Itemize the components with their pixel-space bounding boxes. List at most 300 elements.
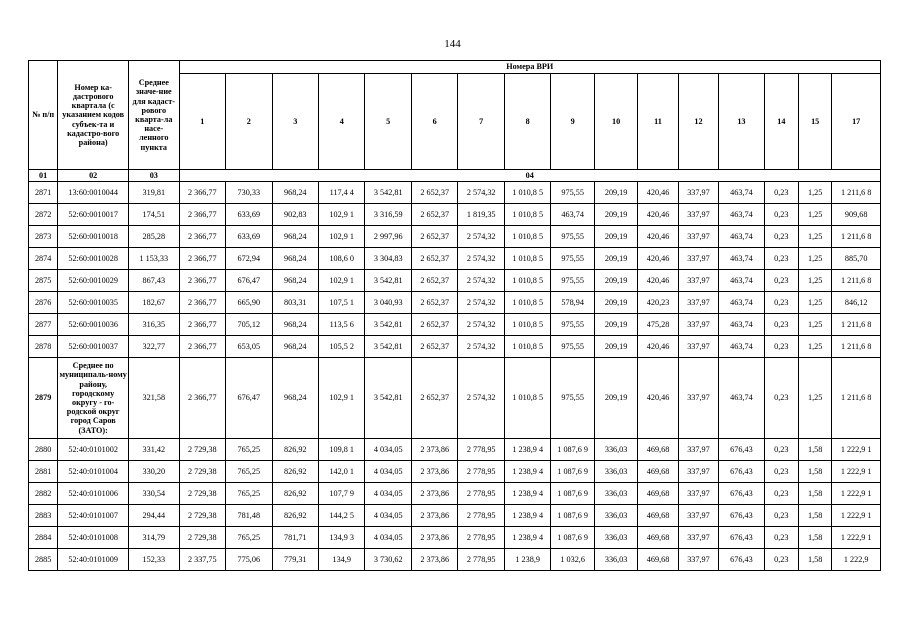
cell-vri-3: 781,71 xyxy=(272,527,318,549)
cell-vri-13: 676,43 xyxy=(719,483,764,505)
cell-vri-6: 2 652,37 xyxy=(411,358,457,439)
cell-vri-6: 2 373,86 xyxy=(411,505,457,527)
cell-vri-15: 1,25 xyxy=(799,358,832,439)
cell-vri-8: 1 238,9 4 xyxy=(504,483,550,505)
cell-vri-1: 2 337,75 xyxy=(179,549,225,571)
cell-vri-13: 463,74 xyxy=(719,182,764,204)
cell-vri-8: 1 010,8 5 xyxy=(504,248,550,270)
cell-vri-11: 469,68 xyxy=(638,483,678,505)
cell-vri-9: 1 087,6 9 xyxy=(551,505,594,527)
cell-vri-1: 2 729,38 xyxy=(179,505,225,527)
cell-row-number: 2881 xyxy=(29,461,58,483)
cell-quarter-number: 52:60:0010036 xyxy=(58,314,129,336)
cell-vri-11: 469,68 xyxy=(638,461,678,483)
table-row xyxy=(29,182,881,204)
cell-vri-7: 2 778,95 xyxy=(458,549,504,571)
cell-vri-5: 3 542,81 xyxy=(365,182,411,204)
cell-vri-4: 113,5 6 xyxy=(319,314,365,336)
cell-vri-9: 975,55 xyxy=(551,248,594,270)
cell-vri-14: 0,23 xyxy=(764,314,798,336)
cell-vri-2: 633,69 xyxy=(226,226,272,248)
cell-vri-9: 1 032,6 xyxy=(551,549,594,571)
cell-vri-15: 1,25 xyxy=(799,270,832,292)
cell-vri-17: 1 222,9 1 xyxy=(832,483,881,505)
cell-vri-3: 826,92 xyxy=(272,439,318,461)
cell-vri-4: 107,5 1 xyxy=(319,292,365,314)
cell-average-value: 331,42 xyxy=(129,439,180,461)
cell-vri-4: 134,9 xyxy=(319,549,365,571)
cell-vri-11: 469,68 xyxy=(638,549,678,571)
cell-vri-2: 705,12 xyxy=(226,314,272,336)
cell-vri-11: 420,46 xyxy=(638,336,678,358)
cell-vri-7: 2 574,32 xyxy=(458,270,504,292)
cell-vri-9: 1 087,6 9 xyxy=(551,461,594,483)
cell-vri-3: 968,24 xyxy=(272,358,318,439)
cell-row-number: 2882 xyxy=(29,483,58,505)
cell-vri-4: 142,0 1 xyxy=(319,461,365,483)
cell-vri-2: 672,94 xyxy=(226,248,272,270)
table-row xyxy=(29,336,881,358)
cell-vri-8: 1 010,8 5 xyxy=(504,226,550,248)
cell-vri-4: 102,9 1 xyxy=(319,358,365,439)
cell-vri-3: 826,92 xyxy=(272,505,318,527)
cell-vri-17: 1 222,9 1 xyxy=(832,505,881,527)
cell-vri-2: 775,06 xyxy=(226,549,272,571)
cell-vri-7: 2 778,95 xyxy=(458,461,504,483)
cell-vri-7: 2 574,32 xyxy=(458,358,504,439)
cell-vri-10: 336,03 xyxy=(594,527,637,549)
cell-vri-12: 337,97 xyxy=(678,483,718,505)
cell-vri-7: 2 574,32 xyxy=(458,292,504,314)
cell-vri-15: 1,58 xyxy=(799,483,832,505)
cell-vri-12: 337,97 xyxy=(678,461,718,483)
cell-vri-7: 2 574,32 xyxy=(458,182,504,204)
cell-vri-11: 469,68 xyxy=(638,439,678,461)
cell-vri-14: 0,23 xyxy=(764,336,798,358)
cell-vri-9: 975,55 xyxy=(551,336,594,358)
cell-vri-8: 1 238,9 4 xyxy=(504,505,550,527)
cell-average-value: 867,43 xyxy=(129,270,180,292)
header-vri-12: 12 xyxy=(678,74,718,170)
table-row xyxy=(29,527,881,549)
cell-vri-6: 2 652,37 xyxy=(411,292,457,314)
cell-vri-10: 336,03 xyxy=(594,549,637,571)
cell-row-number: 2877 xyxy=(29,314,58,336)
cell-vri-17: 1 222,9 xyxy=(832,549,881,571)
cell-vri-12: 337,97 xyxy=(678,549,718,571)
cell-quarter-number: 52:60:0010028 xyxy=(58,248,129,270)
cell-vri-3: 968,24 xyxy=(272,270,318,292)
cell-vri-10: 209,19 xyxy=(594,358,637,439)
code-01: 01 xyxy=(29,170,58,182)
cell-row-number: 2876 xyxy=(29,292,58,314)
cell-quarter-number: 52:60:0010035 xyxy=(58,292,129,314)
cell-vri-5: 4 034,05 xyxy=(365,461,411,483)
cell-vri-2: 781,48 xyxy=(226,505,272,527)
cell-vri-7: 2 778,95 xyxy=(458,483,504,505)
cadastral-value-table xyxy=(28,60,881,571)
header-vri-7: 7 xyxy=(458,74,504,170)
cell-vri-6: 2 373,86 xyxy=(411,549,457,571)
cell-vri-15: 1,25 xyxy=(799,204,832,226)
cell-vri-5: 2 997,96 xyxy=(365,226,411,248)
cell-vri-1: 2 366,77 xyxy=(179,204,225,226)
cell-vri-15: 1,25 xyxy=(799,182,832,204)
header-row-number: № п/п xyxy=(29,61,58,170)
cell-vri-4: 102,9 1 xyxy=(319,270,365,292)
cell-vri-11: 420,46 xyxy=(638,248,678,270)
cell-vri-1: 2 366,77 xyxy=(179,336,225,358)
cell-vri-1: 2 366,77 xyxy=(179,248,225,270)
cell-vri-14: 0,23 xyxy=(764,439,798,461)
cell-vri-10: 209,19 xyxy=(594,270,637,292)
cell-vri-8: 1 010,8 5 xyxy=(504,314,550,336)
header-vri-group: Номера ВРИ xyxy=(179,61,880,74)
cell-vri-10: 209,19 xyxy=(594,182,637,204)
cell-vri-12: 337,97 xyxy=(678,292,718,314)
table-row xyxy=(29,314,881,336)
cell-vri-2: 765,25 xyxy=(226,527,272,549)
header-quarter-number: Номер ка-дастрового квартала (с указанием кодов субъек-та и кадастро-вого района) xyxy=(58,61,129,170)
cell-vri-6: 2 652,37 xyxy=(411,270,457,292)
cell-vri-1: 2 366,77 xyxy=(179,358,225,439)
cell-average-value: 174,51 xyxy=(129,204,180,226)
cell-row-number: 2878 xyxy=(29,336,58,358)
cell-vri-10: 209,19 xyxy=(594,248,637,270)
cell-vri-7: 2 574,32 xyxy=(458,226,504,248)
cell-vri-8: 1 010,8 5 xyxy=(504,358,550,439)
cell-vri-6: 2 652,37 xyxy=(411,248,457,270)
cell-vri-10: 209,19 xyxy=(594,292,637,314)
cell-vri-6: 2 652,37 xyxy=(411,182,457,204)
cell-vri-11: 469,68 xyxy=(638,527,678,549)
table-row xyxy=(29,204,881,226)
cell-vri-17: 1 222,9 1 xyxy=(832,527,881,549)
header-vri-4: 4 xyxy=(319,74,365,170)
cell-vri-12: 337,97 xyxy=(678,505,718,527)
cell-vri-11: 420,46 xyxy=(638,270,678,292)
header-vri-6: 6 xyxy=(411,74,457,170)
cell-vri-15: 1,25 xyxy=(799,292,832,314)
cell-vri-13: 463,74 xyxy=(719,226,764,248)
cell-vri-14: 0,23 xyxy=(764,527,798,549)
cell-vri-10: 336,03 xyxy=(594,439,637,461)
cell-quarter-number: 52:40:0101007 xyxy=(58,505,129,527)
table-row xyxy=(29,439,881,461)
header-vri-8: 8 xyxy=(504,74,550,170)
table-row xyxy=(29,226,881,248)
cell-vri-2: 765,25 xyxy=(226,461,272,483)
cell-average-value: 152,33 xyxy=(129,549,180,571)
cell-vri-7: 2 778,95 xyxy=(458,439,504,461)
cell-vri-12: 337,97 xyxy=(678,527,718,549)
table-row xyxy=(29,505,881,527)
cell-vri-7: 2 574,32 xyxy=(458,336,504,358)
cell-vri-11: 420,46 xyxy=(638,226,678,248)
cell-quarter-number: 52:40:0101008 xyxy=(58,527,129,549)
cell-vri-3: 902,83 xyxy=(272,204,318,226)
cell-row-number: 2885 xyxy=(29,549,58,571)
cell-vri-9: 975,55 xyxy=(551,314,594,336)
cell-row-number: 2874 xyxy=(29,248,58,270)
cell-vri-2: 765,25 xyxy=(226,439,272,461)
cell-vri-1: 2 729,38 xyxy=(179,527,225,549)
cell-vri-15: 1,58 xyxy=(799,527,832,549)
header-vri-5: 5 xyxy=(365,74,411,170)
table-row xyxy=(29,461,881,483)
cell-vri-13: 463,74 xyxy=(719,204,764,226)
header-vri-15: 15 xyxy=(799,74,832,170)
cell-vri-2: 765,25 xyxy=(226,483,272,505)
cell-vri-8: 1 010,8 5 xyxy=(504,270,550,292)
cell-row-number: 2873 xyxy=(29,226,58,248)
cell-vri-4: 134,9 3 xyxy=(319,527,365,549)
cell-vri-8: 1 238,9 4 xyxy=(504,527,550,549)
cell-vri-15: 1,58 xyxy=(799,549,832,571)
cell-vri-5: 3 542,81 xyxy=(365,314,411,336)
page-number: 144 xyxy=(444,38,461,50)
cell-quarter-number: 52:40:0101002 xyxy=(58,439,129,461)
cell-quarter-number: 52:40:0101006 xyxy=(58,483,129,505)
cell-vri-6: 2 373,86 xyxy=(411,461,457,483)
cell-vri-14: 0,23 xyxy=(764,226,798,248)
cell-row-number: 2872 xyxy=(29,204,58,226)
cell-row-number: 2880 xyxy=(29,439,58,461)
cell-vri-7: 2 574,32 xyxy=(458,248,504,270)
cell-vri-6: 2 373,86 xyxy=(411,483,457,505)
cell-vri-17: 1 211,6 8 xyxy=(832,182,881,204)
cell-quarter-number: 52:60:0010037 xyxy=(58,336,129,358)
cell-vri-12: 337,97 xyxy=(678,182,718,204)
cell-average-value: 182,67 xyxy=(129,292,180,314)
cell-vri-17: 909,68 xyxy=(832,204,881,226)
cell-vri-11: 475,28 xyxy=(638,314,678,336)
cell-row-number: 2884 xyxy=(29,527,58,549)
header-vri-14: 14 xyxy=(764,74,798,170)
cell-vri-17: 1 211,6 8 xyxy=(832,270,881,292)
cell-quarter-number: 13:60:0010044 xyxy=(58,182,129,204)
cell-vri-12: 337,97 xyxy=(678,270,718,292)
header-vri-2: 2 xyxy=(226,74,272,170)
table-row xyxy=(29,483,881,505)
code-03: 03 xyxy=(129,170,180,182)
cell-vri-15: 1,25 xyxy=(799,248,832,270)
cell-vri-14: 0,23 xyxy=(764,461,798,483)
cell-average-value: 322,77 xyxy=(129,336,180,358)
table-row xyxy=(29,270,881,292)
cell-vri-3: 968,24 xyxy=(272,226,318,248)
cell-vri-9: 975,55 xyxy=(551,182,594,204)
cell-average-value: 316,35 xyxy=(129,314,180,336)
cell-vri-14: 0,23 xyxy=(764,358,798,439)
cell-vri-3: 826,92 xyxy=(272,483,318,505)
cell-vri-11: 420,46 xyxy=(638,204,678,226)
cell-vri-13: 676,43 xyxy=(719,461,764,483)
cell-vri-9: 1 087,6 9 xyxy=(551,527,594,549)
cell-vri-15: 1,58 xyxy=(799,439,832,461)
cell-average-value: 321,58 xyxy=(129,358,180,439)
cell-vri-4: 144,2 5 xyxy=(319,505,365,527)
cell-vri-6: 2 652,37 xyxy=(411,204,457,226)
cell-vri-4: 109,8 1 xyxy=(319,439,365,461)
cell-vri-3: 968,24 xyxy=(272,336,318,358)
cell-vri-13: 463,74 xyxy=(719,248,764,270)
cell-vri-13: 676,43 xyxy=(719,439,764,461)
cell-vri-8: 1 010,8 5 xyxy=(504,182,550,204)
cell-vri-3: 968,24 xyxy=(272,314,318,336)
cell-vri-2: 665,90 xyxy=(226,292,272,314)
cell-vri-4: 102,9 1 xyxy=(319,226,365,248)
cell-vri-2: 653,05 xyxy=(226,336,272,358)
cell-vri-5: 4 034,05 xyxy=(365,505,411,527)
cell-vri-7: 2 574,32 xyxy=(458,314,504,336)
cell-vri-8: 1 010,8 5 xyxy=(504,292,550,314)
cell-vri-11: 420,46 xyxy=(638,358,678,439)
cell-vri-14: 0,23 xyxy=(764,270,798,292)
cell-vri-10: 336,03 xyxy=(594,461,637,483)
cell-vri-10: 209,19 xyxy=(594,204,637,226)
cell-row-number: 2879 xyxy=(29,358,58,439)
table-row-district-average xyxy=(29,358,881,439)
cell-quarter-number: 52:60:0010029 xyxy=(58,270,129,292)
header-vri-3: 3 xyxy=(272,74,318,170)
cell-vri-8: 1 238,9 4 xyxy=(504,439,550,461)
cell-vri-14: 0,23 xyxy=(764,182,798,204)
cell-vri-9: 1 087,6 9 xyxy=(551,439,594,461)
cell-vri-17: 1 222,9 1 xyxy=(832,439,881,461)
cell-vri-14: 0,23 xyxy=(764,248,798,270)
cell-quarter-number: 52:60:0010017 xyxy=(58,204,129,226)
cell-average-value: 285,28 xyxy=(129,226,180,248)
cell-vri-1: 2 366,77 xyxy=(179,314,225,336)
cell-vri-13: 676,43 xyxy=(719,549,764,571)
cell-vri-6: 2 652,37 xyxy=(411,336,457,358)
cell-vri-5: 3 542,81 xyxy=(365,336,411,358)
cell-vri-3: 968,24 xyxy=(272,182,318,204)
cell-vri-11: 469,68 xyxy=(638,505,678,527)
cell-vri-10: 209,19 xyxy=(594,336,637,358)
cell-district-average-label: Среднее по муниципаль-ному району, городскому округу - го-родской округ город Саров (ЗАТО): xyxy=(58,358,129,439)
cell-row-number: 2871 xyxy=(29,182,58,204)
cell-vri-15: 1,58 xyxy=(799,505,832,527)
cell-vri-1: 2 729,38 xyxy=(179,439,225,461)
code-04: 04 xyxy=(179,170,880,182)
cell-vri-9: 975,55 xyxy=(551,270,594,292)
header-vri-17: 17 xyxy=(832,74,881,170)
cell-vri-17: 1 222,9 1 xyxy=(832,461,881,483)
cell-quarter-number: 52:60:0010018 xyxy=(58,226,129,248)
cell-vri-6: 2 652,37 xyxy=(411,226,457,248)
cell-vri-4: 107,7 9 xyxy=(319,483,365,505)
cell-vri-10: 336,03 xyxy=(594,483,637,505)
cell-average-value: 330,54 xyxy=(129,483,180,505)
header-vri-9: 9 xyxy=(551,74,594,170)
header-vri-10: 10 xyxy=(594,74,637,170)
cell-vri-12: 337,97 xyxy=(678,439,718,461)
cell-vri-5: 4 034,05 xyxy=(365,483,411,505)
cell-vri-15: 1,25 xyxy=(799,336,832,358)
cell-vri-4: 108,6 0 xyxy=(319,248,365,270)
cell-vri-7: 2 778,95 xyxy=(458,527,504,549)
cell-vri-3: 803,31 xyxy=(272,292,318,314)
cell-vri-13: 463,74 xyxy=(719,336,764,358)
cell-vri-1: 2 366,77 xyxy=(179,226,225,248)
cell-vri-2: 633,69 xyxy=(226,204,272,226)
header-average-value: Среднее значе-ние для кадаст-рового кварта-ла насе-ленного пункта xyxy=(129,61,180,170)
cell-row-number: 2883 xyxy=(29,505,58,527)
cell-vri-17: 846,12 xyxy=(832,292,881,314)
cell-vri-6: 2 652,37 xyxy=(411,314,457,336)
cell-average-value: 314,79 xyxy=(129,527,180,549)
cell-vri-4: 105,5 2 xyxy=(319,336,365,358)
cell-vri-14: 0,23 xyxy=(764,204,798,226)
cell-vri-11: 420,23 xyxy=(638,292,678,314)
cell-vri-12: 337,97 xyxy=(678,358,718,439)
cell-vri-17: 1 211,6 8 xyxy=(832,336,881,358)
cell-vri-2: 676,47 xyxy=(226,358,272,439)
table-row xyxy=(29,292,881,314)
cell-average-value: 330,20 xyxy=(129,461,180,483)
header-vri-1: 1 xyxy=(179,74,225,170)
header-vri-11: 11 xyxy=(638,74,678,170)
cell-vri-8: 1 010,8 5 xyxy=(504,336,550,358)
cell-vri-8: 1 238,9 xyxy=(504,549,550,571)
cell-vri-10: 336,03 xyxy=(594,505,637,527)
cell-vri-3: 826,92 xyxy=(272,461,318,483)
cell-vri-8: 1 010,8 5 xyxy=(504,204,550,226)
cell-average-value: 319,81 xyxy=(129,182,180,204)
cell-vri-14: 0,23 xyxy=(764,483,798,505)
cell-vri-14: 0,23 xyxy=(764,549,798,571)
cell-vri-1: 2 366,77 xyxy=(179,182,225,204)
cell-vri-10: 209,19 xyxy=(594,314,637,336)
cell-vri-12: 337,97 xyxy=(678,248,718,270)
cell-vri-1: 2 729,38 xyxy=(179,483,225,505)
cell-vri-17: 1 211,6 8 xyxy=(832,314,881,336)
cell-vri-6: 2 373,86 xyxy=(411,527,457,549)
cell-vri-13: 463,74 xyxy=(719,314,764,336)
cell-vri-2: 676,47 xyxy=(226,270,272,292)
cell-vri-2: 730,33 xyxy=(226,182,272,204)
cell-vri-10: 209,19 xyxy=(594,226,637,248)
cell-vri-12: 337,97 xyxy=(678,204,718,226)
cell-vri-5: 3 040,93 xyxy=(365,292,411,314)
cell-vri-5: 3 304,83 xyxy=(365,248,411,270)
cell-vri-5: 4 034,05 xyxy=(365,527,411,549)
cell-vri-14: 0,23 xyxy=(764,292,798,314)
cell-vri-15: 1,58 xyxy=(799,461,832,483)
cell-row-number: 2875 xyxy=(29,270,58,292)
cell-vri-12: 337,97 xyxy=(678,336,718,358)
code-02: 02 xyxy=(58,170,129,182)
cell-vri-15: 1,25 xyxy=(799,226,832,248)
cell-vri-3: 779,31 xyxy=(272,549,318,571)
cell-vri-12: 337,97 xyxy=(678,314,718,336)
cell-vri-4: 117,4 4 xyxy=(319,182,365,204)
cell-vri-9: 975,55 xyxy=(551,226,594,248)
cell-vri-8: 1 238,9 4 xyxy=(504,461,550,483)
cell-vri-4: 102,9 1 xyxy=(319,204,365,226)
cell-quarter-number: 52:40:0101009 xyxy=(58,549,129,571)
cell-vri-9: 1 087,6 9 xyxy=(551,483,594,505)
table-row xyxy=(29,549,881,571)
cell-vri-5: 3 542,81 xyxy=(365,358,411,439)
cell-vri-6: 2 373,86 xyxy=(411,439,457,461)
cell-vri-1: 2 366,77 xyxy=(179,270,225,292)
cell-vri-13: 676,43 xyxy=(719,527,764,549)
header-vri-13: 13 xyxy=(719,74,764,170)
cell-vri-1: 2 366,77 xyxy=(179,292,225,314)
